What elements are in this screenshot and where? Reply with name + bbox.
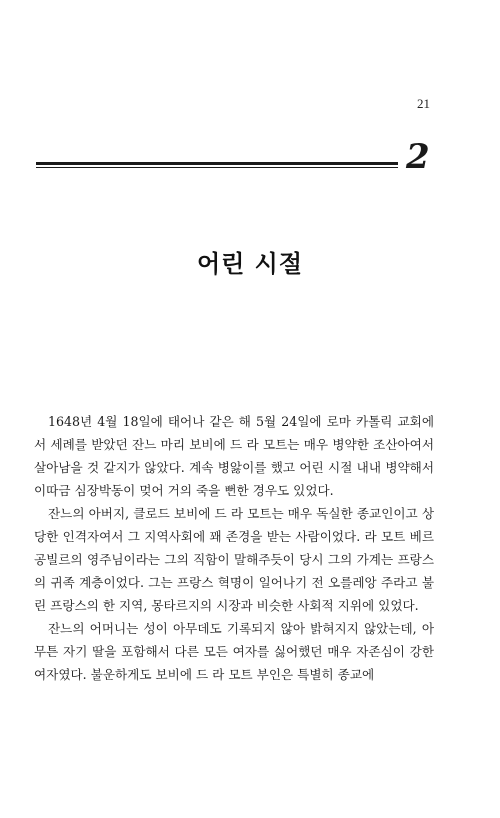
page-number: 21 bbox=[417, 96, 430, 111]
paragraph: 1648년 4월 18일에 태어나 같은 해 5월 24일에 로마 카톨릭 교회에서 세례를 받았던 잔느 마리 보비에 드 라 모트는 매우 병약한 조산아여서 살아남을 것 같지가 않았다. 계속 병앓이를 했고 어린 시절 내내 병약해서 이따금 심장박동이 멎어 거의 죽을 뻔한 경우도 있었다. bbox=[34, 414, 434, 498]
divider-thick-line bbox=[36, 162, 398, 165]
divider-thin-line bbox=[36, 167, 398, 168]
chapter-title: 어린 시절 bbox=[196, 250, 304, 278]
body-text bbox=[34, 410, 434, 686]
paragraph: 잔느의 아버지, 클로드 보비에 드 라 모트는 매우 독실한 종교인이고 상당한 인격자여서 그 지역사회에 꽤 존경을 받는 사람이었다. 라 모트 베르공빌르의 영주님이라는 그의 직함이 말해주듯이 당시 그의 가계는 프랑스의 귀족 계층이었다. 그는 프랑스 혁명이 일어나기 전 오를레앙 주라고 불린 프랑스의 한 지역, 몽타르지의 시장과 비슷한 사회적 지위에 있었다. bbox=[34, 506, 434, 613]
paragraph: 잔느의 어머니는 성이 아무데도 기록되지 않아 밝혀지지 않았는데, 아무튼 자기 딸을 포함해서 다른 모든 여자를 싫어했던 매우 자존심이 강한 여자였다. 불운하게도 보비에 드 라 모트 부인은 특별히 종교에 bbox=[34, 621, 434, 682]
chapter-number: 2 bbox=[406, 137, 430, 177]
